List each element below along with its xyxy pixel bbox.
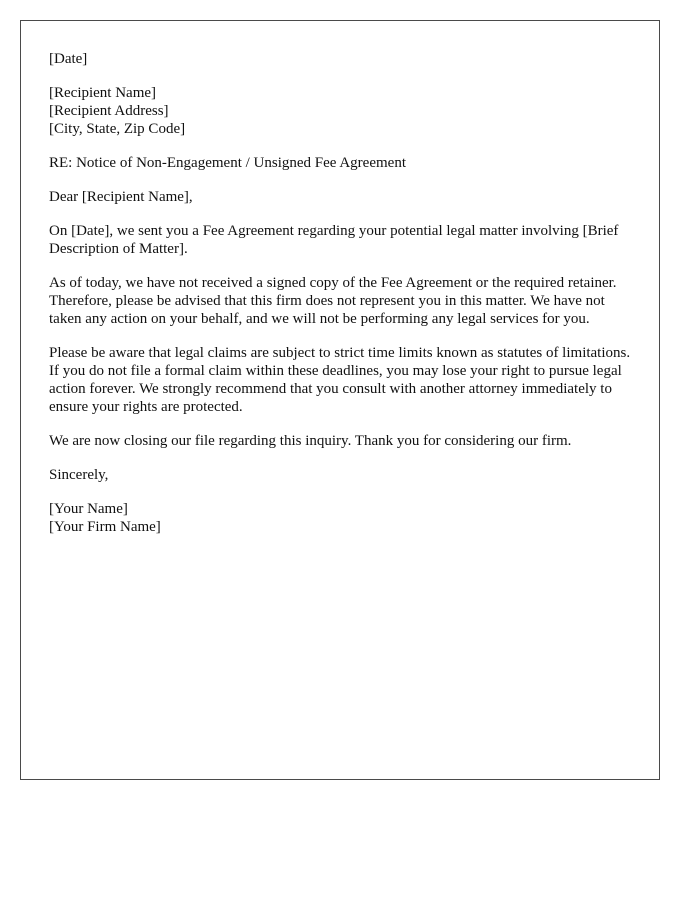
recipient-address: [Recipient Address] — [49, 103, 169, 119]
recipient-name: [Recipient Name] — [49, 85, 157, 101]
signature-firm: [Your Firm Name] — [49, 519, 161, 535]
subject-line: RE: Notice of Non-Engagement / Unsigned Fee Agreement — [49, 155, 406, 171]
letter-date: [Date] — [49, 51, 88, 67]
closing: Sincerely, — [49, 467, 109, 483]
signature-block — [49, 500, 631, 536]
recipient-block — [49, 84, 631, 138]
body-paragraph-2: As of today, we have not received a signed copy of the Fee Agreement or the required retainer. Therefore, please be advised that this firm does not represent you in this matter. We have not taken any action on your behalf, and we will not be performing any legal services for you. — [49, 275, 617, 327]
body-paragraph-4: We are now closing our file regarding this inquiry. Thank you for considering our firm. — [49, 433, 572, 449]
signature-name: [Your Name] — [49, 501, 128, 517]
body-paragraph-3: Please be aware that legal claims are subject to strict time limits known as statutes of limitations. If you do not file a formal claim within these deadlines, you may lose your right to pursue legal action forever. We strongly recommend that you consult with another attorney immediately to ensure your rights are protected. — [49, 345, 631, 415]
salutation: Dear [Recipient Name], — [49, 189, 193, 205]
body-paragraph-1: On [Date], we sent you a Fee Agreement regarding your potential legal matter involving [Brief Description of Matter]. — [49, 223, 619, 257]
letter-page — [20, 20, 660, 780]
recipient-city-state-zip: [City, State, Zip Code] — [49, 121, 186, 137]
